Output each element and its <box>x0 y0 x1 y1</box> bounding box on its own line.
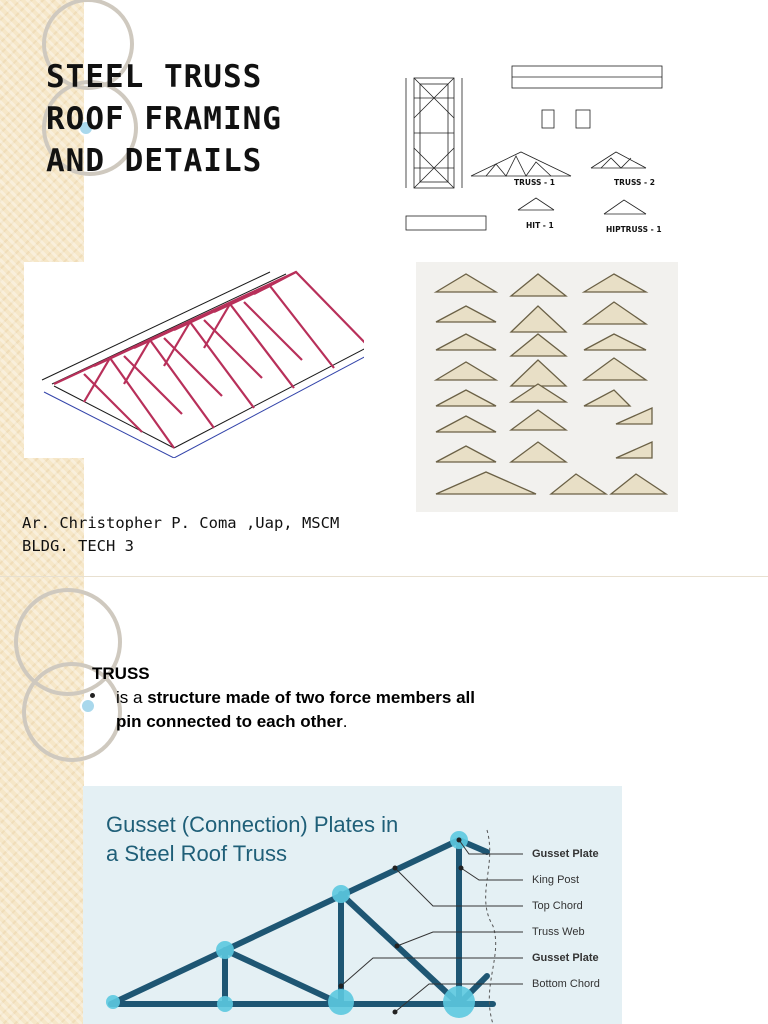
bubble-decoration <box>81 699 95 713</box>
label-top-chord: Top Chord <box>532 900 583 912</box>
label-king-post: King Post <box>532 874 580 886</box>
isometric-truss-image <box>24 262 364 458</box>
gusset-title-line: a Steel Roof Truss <box>106 841 287 866</box>
gusset-plate-figure <box>83 786 622 1024</box>
truss-types-chart-image <box>416 262 678 512</box>
truss-heading: TRUSS <box>92 664 150 683</box>
label-gusset-plate: Gusset Plate <box>532 848 599 860</box>
definition-bold: structure made of two force members all pin connected to each other <box>116 688 476 731</box>
title-line: ROOF FRAMING <box>46 101 282 137</box>
author-block <box>22 512 339 558</box>
drawing-label-truss-1: TRUSS - 1 <box>514 178 556 187</box>
definition-suffix: . <box>342 712 348 731</box>
slide-divider <box>0 576 768 577</box>
bullet-icon <box>90 693 95 698</box>
slide-title <box>46 56 282 182</box>
title-line: STEEL TRUSS <box>46 59 263 95</box>
course-label: BLDG. TECH 3 <box>22 537 134 555</box>
truss-types-svg <box>416 262 678 512</box>
truss-definition <box>116 686 476 734</box>
drawing-label-hiptruss-1: HIPTRUSS - 1 <box>606 225 662 234</box>
drawing-label-hit-1: HIT - 1 <box>526 221 554 230</box>
author-name: Ar. Christopher P. Coma ,Uap, MSCM <box>22 514 340 532</box>
isometric-truss-svg <box>24 262 364 458</box>
label-gusset-plate-2: Gusset Plate <box>532 952 599 964</box>
label-bottom-chord: Bottom Chord <box>532 978 600 990</box>
drawing-label-truss-2: TRUSS - 2 <box>614 178 656 187</box>
label-truss-web: Truss Web <box>532 926 585 938</box>
title-line: AND DETAILS <box>46 143 263 179</box>
framing-plan-svg <box>376 58 676 236</box>
definition-prefix: is a <box>116 688 148 707</box>
framing-plan-drawing <box>376 58 676 236</box>
gusset-title-line: Gusset (Connection) Plates in <box>106 812 399 837</box>
